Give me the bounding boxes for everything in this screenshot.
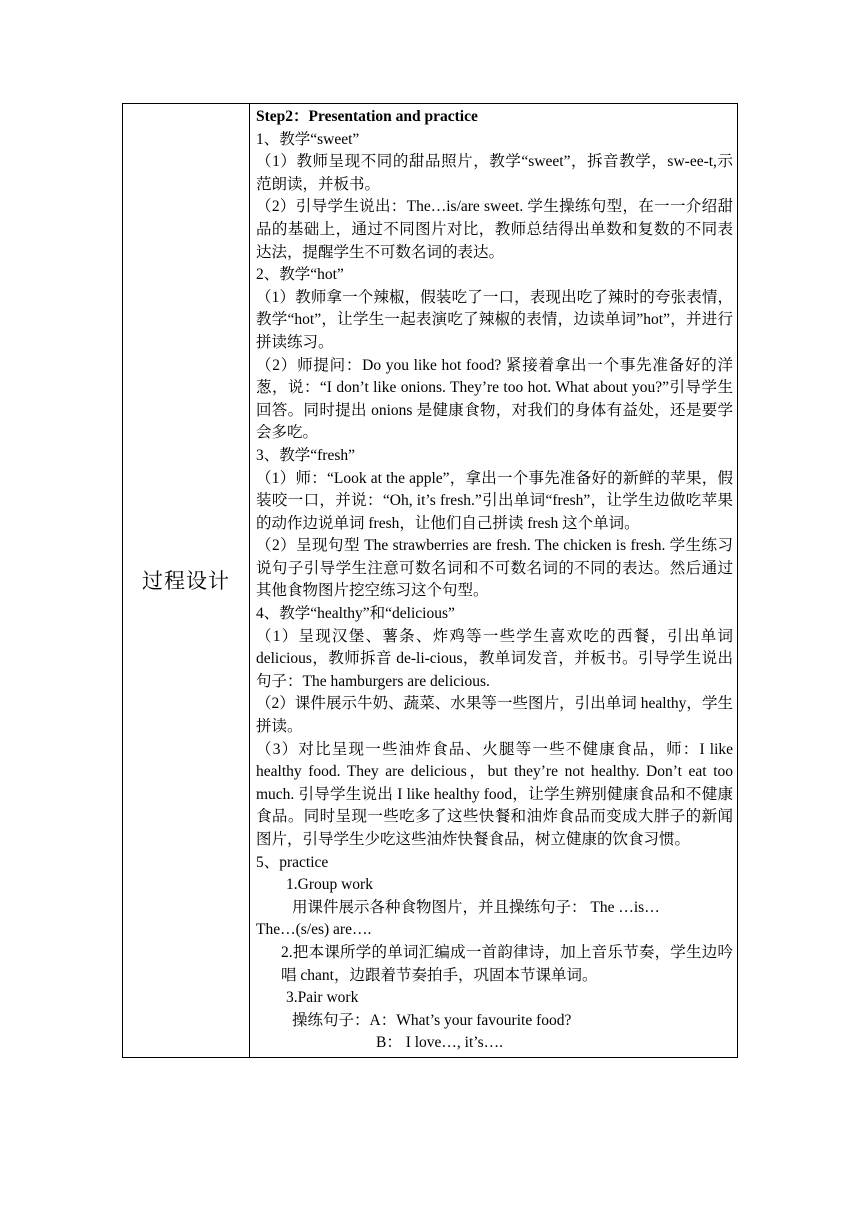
section-1-title: 1、教学“sweet” xyxy=(256,130,360,148)
group-work-continued: The…(s/es) are…. xyxy=(256,921,372,939)
section-3-para-1: （1）师：“Look at the apple”，拿出一个事先准备好的新鲜的苹果，假装咬一口，并说：“Oh, it’s fresh.”引出单词“fresh”，让学生边做吃苹果的动作边说单词 fresh，让他们自己拼读 fresh 这个单词。 xyxy=(256,469,733,532)
section-4-title: 4、教学“healthy”和“delicious” xyxy=(256,605,455,623)
section-4-para-2: （2）课件展示牛奶、蔬菜、水果等一些图片，引出单词 healthy，学生拼读。 xyxy=(256,695,733,736)
step-title: Step2：Presentation and practice xyxy=(256,108,478,125)
section-3-para-2: （2）呈现句型 The strawberries are fresh. The chicken is fresh. 学生练习说句子引导学生注意可数名词和不可数名词的不同的表达。然后通过其他食物图片挖空练习这个句型。 xyxy=(256,537,733,600)
pair-work-line-b: B： I love…, it’s…. xyxy=(376,1034,504,1052)
chant-activity: 2.把本课所学的单词汇编成一首韵律诗，加上音乐节奏，学生边吟唱 chant，边跟着节奏拍手，巩固本节课单词。 xyxy=(281,943,733,984)
group-work-heading: 1.Group work xyxy=(286,876,373,894)
section-3-title: 3、教学“fresh” xyxy=(256,446,355,464)
section-label: 过程设计 xyxy=(142,569,230,594)
content-cell xyxy=(250,104,738,1058)
table-row xyxy=(123,104,738,1058)
section-2-para-2: （2）师提问：Do you like hot food? 紧接着拿出一个事先准备好的洋葱，说：“I don’t like onions. They’re too hot. What about you?”引导学生回答。同时提出 onions 是健康食物，对我们的身体有益处，还是要学会多吃。 xyxy=(256,356,733,442)
section-2-para-1: （1）教师拿一个辣椒，假装吃了一口，表现出吃了辣时的夸张表情，教学“hot”，让学生一起表演吃了辣椒的表情，边读单词”hot”，并进行拼读练习。 xyxy=(256,288,733,351)
pair-work-heading: 3.Pair work xyxy=(286,989,359,1007)
section-4-para-3: （3）对比呈现一些油炸食品、火腿等一些不健康食品，师：I like healthy food. They are delicious，but they’re not healthy. Don’t eat too much. 引导学生说出 I like healthy food，让学生辨别健康食品和不健康食品。同时呈现一些吃多了这些快餐和油炸食品而变成大胖子的新闻图片，引导学生少吃这些油炸快餐食品，树立健康的饮食习惯。 xyxy=(256,740,733,848)
content-body xyxy=(256,106,733,1055)
section-5-title: 5、practice xyxy=(256,853,329,871)
group-work-text: 用课件展示各种食物图片，并且操练句子： The …is… xyxy=(292,898,660,916)
section-1-para-2: （2）引导学生说出：The…is/are sweet. 学生操练句型，在一一介绍甜品的基础上，通过不同图片对比，教师总结得出单数和复数的不同表达法，提醒学生不可数名词的表达。 xyxy=(256,198,733,261)
section-1-para-1: （1）教师呈现不同的甜品照片，教学“sweet”，拆音教学，sw-ee-t,示范朗读，并板书。 xyxy=(256,153,733,193)
section-4-para-1: （1）呈现汉堡、薯条、炸鸡等一些学生喜欢吃的西餐，引出单词 delicious，教师拆音 de-li-cious，教单词发音，并板书。引导学生说出句子：The hamburgers are delicious. xyxy=(256,627,733,690)
lesson-plan-table xyxy=(122,103,738,1058)
pair-work-line-a: 操练句子：A：What’s your favourite food? xyxy=(292,1011,572,1029)
label-cell xyxy=(123,104,250,1058)
section-2-title: 2、教学“hot” xyxy=(256,266,344,284)
